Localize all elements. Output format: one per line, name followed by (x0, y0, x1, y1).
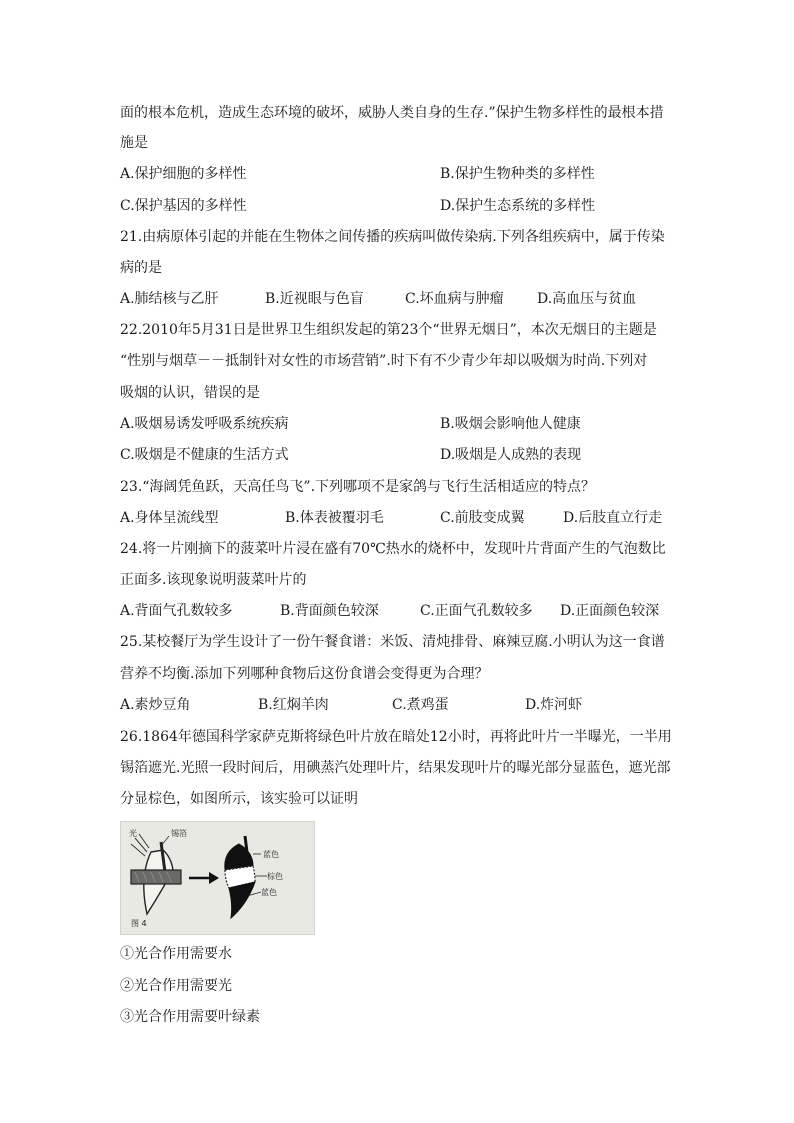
question-26-text-line-3: 分显棕色，如图所示，该实验可以证明 (120, 791, 358, 807)
question-21-option-c[interactable]: C.坏血病与肿瘤 (405, 291, 504, 307)
blue-top-label: 蓝色 (263, 850, 279, 859)
question-25-option-d[interactable]: D.炸河虾 (525, 697, 583, 713)
question-22-text-line-3: 吸烟的认识，错误的是 (120, 385, 260, 401)
question-23-option-c[interactable]: C.前肢变成翼 (440, 510, 525, 526)
question-23-option-d[interactable]: D.后肢直立行走 (563, 510, 663, 526)
question-24-option-c[interactable]: C.正面气孔数较多 (420, 603, 533, 619)
question-24-text-line-1: 24.将一片刚摘下的菠菜叶片浸在盛有70℃热水的烧杯中，发现叶片背面产生的气泡数比 (120, 541, 666, 557)
question-26-statement-3: ③光合作用需要叶绿素 (120, 1009, 260, 1025)
question-23-option-a[interactable]: A.身体呈流线型 (120, 510, 219, 526)
tin-foil-band (131, 870, 181, 884)
question-22-option-a[interactable]: A.吸烟易诱发呼吸系统疾病 (120, 416, 289, 432)
question-26-statement-1: ①光合作用需要水 (120, 946, 232, 962)
blue-bottom-label: 蓝色 (261, 888, 277, 897)
question-22-option-c[interactable]: C.吸烟是不健康的生活方式 (120, 447, 289, 463)
question-22-option-d[interactable]: D.吸烟是人成熟的表现 (440, 447, 582, 463)
leaf-experiment-diagram (121, 822, 314, 934)
question-25-option-b[interactable]: B.红焖羊肉 (258, 697, 329, 713)
question-22-option-b[interactable]: B.吸烟会影响他人健康 (440, 416, 581, 432)
foil-label: 锡箔 (171, 829, 187, 838)
question-25-text-line-1: 25.某校餐厅为学生设计了一份午餐食谱：米饭、清炖排骨、麻辣豆腐.小明认为这一食谱 (120, 634, 665, 650)
question-22-text-line-1: 22.2010年5月31日是世界卫生组织发起的第23个“世界无烟日”，本次无烟日的主题是 (120, 322, 657, 338)
question-26-text-line-1: 26.1864年德国科学家萨克斯将绿色叶片放在暗处12小时，再将此叶片一半曝光，一半用 (120, 729, 672, 745)
question-23-option-b[interactable]: B.体表被覆羽毛 (285, 510, 384, 526)
question-21-option-d[interactable]: D.高血压与贫血 (537, 291, 637, 307)
brown-label: 棕色 (267, 872, 283, 881)
question-24-option-b[interactable]: B.背面颜色较深 (280, 603, 379, 619)
light-label: 光 (129, 829, 137, 838)
question-21-text-line-1: 21.由病原体引起的并能在生物体之间传播的疾病叫做传染病.下列各组疾病中，属于传染 (120, 229, 665, 245)
question-20-text-line-2: 施是 (120, 135, 148, 151)
question-25-text-line-2: 营养不均衡.添加下列哪种食物后这份食谱会变得更为合理？ (120, 666, 489, 682)
question-25-option-c[interactable]: C.煮鸡蛋 (392, 697, 449, 713)
question-20-option-d[interactable]: D.保护生态系统的多样性 (440, 198, 596, 214)
question-25-option-a[interactable]: A.素炒豆角 (120, 697, 191, 713)
question-20-option-c[interactable]: C.保护基因的多样性 (120, 198, 247, 214)
question-23-text-line-1: 23.“海阔凭鱼跃，天高任鸟飞”.下列哪项不是家鸽与飞行生活相适应的特点？ (120, 479, 596, 495)
arrow-right-icon (189, 872, 219, 884)
question-20-option-a[interactable]: A.保护细胞的多样性 (120, 166, 247, 182)
question-20-text-line-1: 面的根本危机，造成生态环境的破坏，威胁人类自身的生存.”保护生物多样性的最根本措 (120, 105, 664, 121)
question-26-statement-2: ②光合作用需要光 (120, 978, 232, 994)
question-21-option-a[interactable]: A.肺结核与乙肝 (120, 291, 219, 307)
question-24-text-line-2: 正面多.该现象说明菠菜叶片的 (120, 572, 307, 588)
question-21-option-b[interactable]: B.近视眼与色盲 (265, 291, 364, 307)
right-leaf-bottom (229, 882, 255, 918)
question-26-text-line-2: 锡箔遮光.光照一段时间后，用碘蒸汽处理叶片，结果发现叶片的曝光部分显蓝色，遮光部 (120, 760, 671, 776)
figure-caption: 图 4 (131, 919, 147, 928)
question-21-text-line-2: 病的是 (120, 260, 162, 276)
question-24-option-d[interactable]: D.正面颜色较深 (560, 603, 660, 619)
question-20-option-b[interactable]: B.保护生物种类的多样性 (440, 166, 595, 182)
question-22-text-line-2: “性别与烟草－－抵制针对女性的市场营销”.时下有不少青少年却以吸烟为时尚.下列对 (120, 353, 648, 369)
figure-4-leaf-experiment (120, 821, 315, 935)
question-24-option-a[interactable]: A.背面气孔数较多 (120, 603, 233, 619)
